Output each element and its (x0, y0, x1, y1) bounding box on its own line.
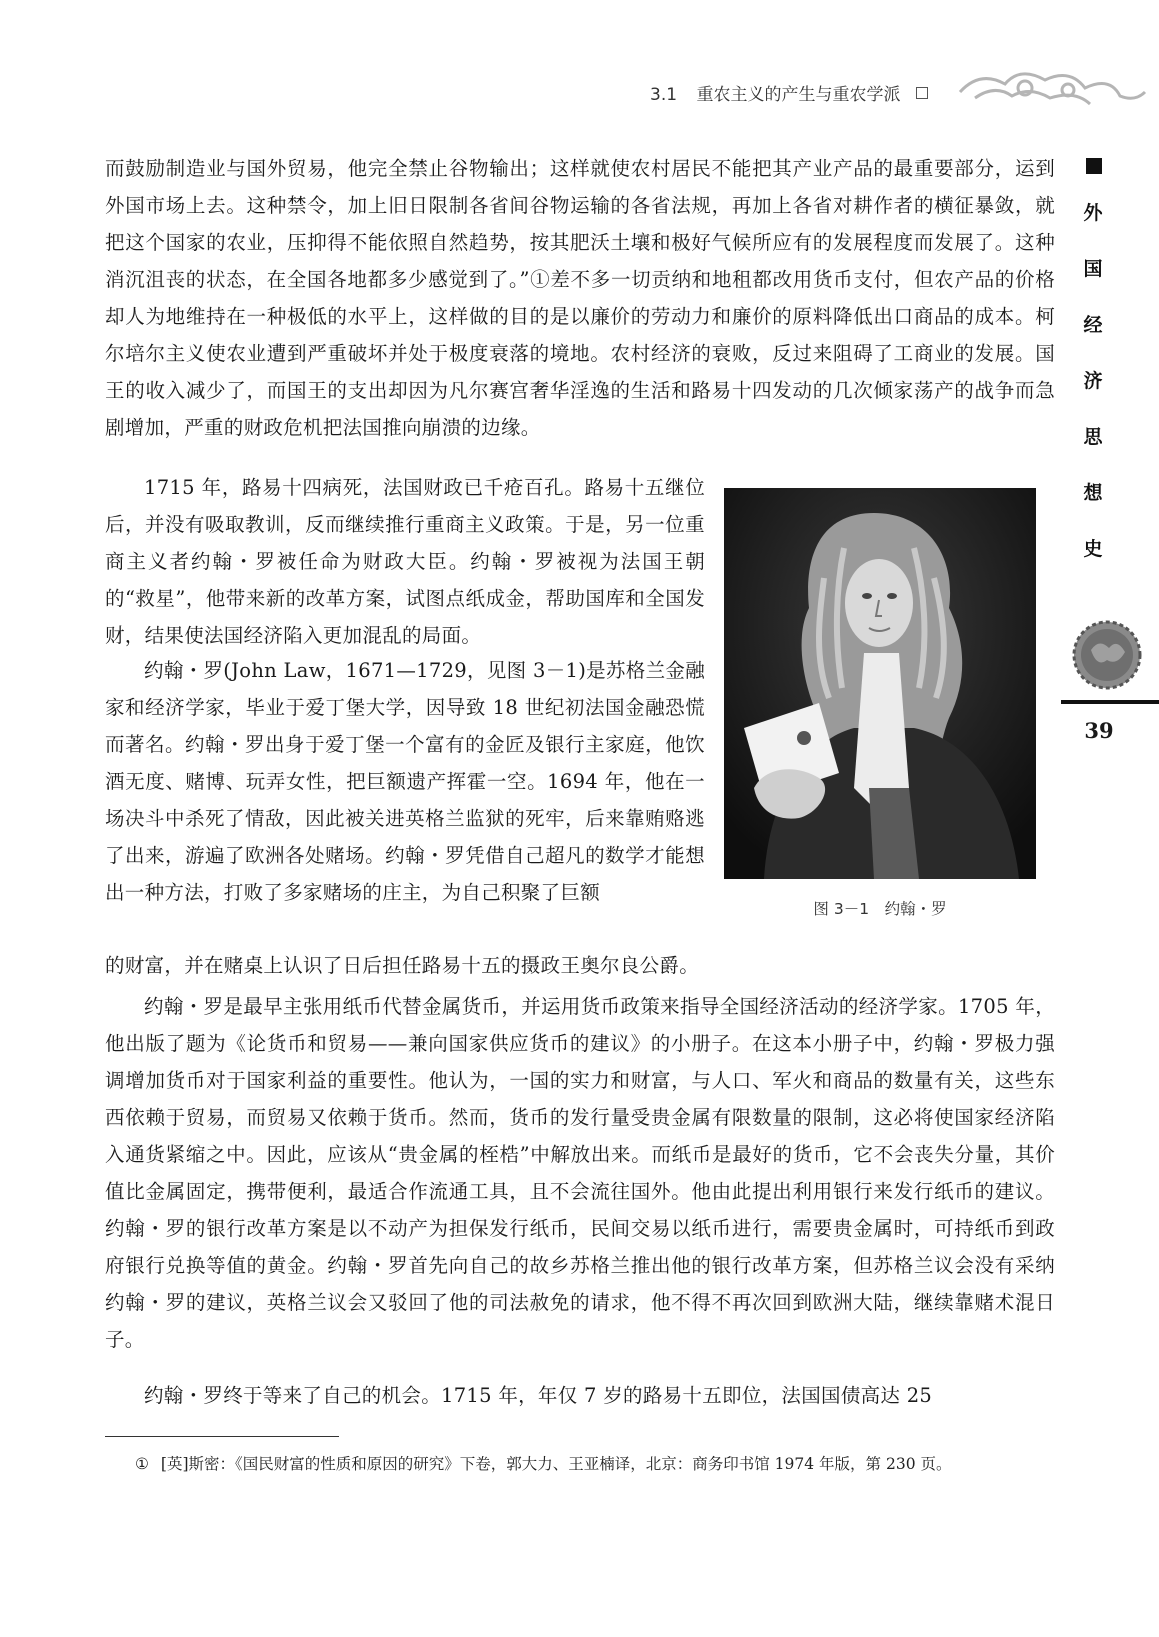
book-title-char: 史 (1083, 538, 1103, 560)
header-square-icon (916, 87, 928, 99)
footnote-text: [英]斯密：《国民财富的性质和原因的研究》下卷，郭大力、王亚楠译，北京：商务印书馆 1974 年版，第 230 页。 (160, 1455, 952, 1473)
running-header (650, 80, 928, 114)
medallion-icon (1057, 620, 1157, 690)
page-number: 39 (1084, 718, 1114, 743)
side-square-icon (1086, 158, 1102, 174)
book-title-char: 想 (1083, 482, 1103, 504)
section-title: 重农主义的产生与重农学派 (696, 85, 901, 105)
portrait-image (724, 488, 1036, 879)
paragraph-5: 约翰・罗终于等来了自己的机会。1715 年，年仅 7 岁的路易十五即位，法国国债高达 25 (144, 1384, 933, 1407)
book-title-char: 济 (1083, 370, 1103, 392)
footnote-marker: ① (135, 1455, 149, 1473)
paragraph-3: 约翰・罗(John Law，1671—1729，见图 3－1)是苏格兰金融家和经济学家，毕业于爱丁堡大学，因导致 18 世纪初法国金融恐慌而著名。约翰・罗出身于爱丁堡一个富有的金匠及银行主家庭，他饮酒无度、赌博、玩弄女性，把巨额遗产挥霍一空。1694 年，他在一场决斗中杀死了情敌，因此被关进英格兰监狱的死牢，后来靠贿赂逃了出来，游遍了欧洲各处赌场。约翰・罗凭借自己超凡的数学才能想出一种方法，打败了多家赌场的庄主，为自己积聚了巨额 (105, 659, 705, 904)
section-number: 3.1 (650, 85, 678, 105)
book-title-char: 外 (1083, 202, 1103, 224)
paragraph-3-continued: 的财富，并在赌桌上认识了日后担任路易十五的摄政王奥尔良公爵。 (105, 954, 700, 977)
cloud-ornament-icon (950, 62, 1150, 122)
book-title-char: 国 (1083, 258, 1103, 280)
book-title-char: 经 (1083, 314, 1103, 336)
book-title-vertical (1077, 198, 1109, 590)
portrait-illustration (724, 488, 1036, 879)
paragraph-2: 1715 年，路易十四病死，法国财政已千疮百孔。路易十五继位后，并没有吸取教训，反而继续推行重商主义政策。于是，另一位重商主义者约翰・罗被任命为财政大臣。约翰・罗被视为法国王朝的“救星”，他带来新的改革方案，试图点纸成金，帮助国库和全国发财，结果使法国经济陷入更加混乱的局面。 (105, 476, 705, 647)
paragraph-4: 约翰・罗是最早主张用纸币代替金属货币，并运用货币政策来指导全国经济活动的经济学家。1705 年，他出版了题为《论货币和贸易——兼向国家供应货币的建议》的小册子。在这本小册子中，约翰・罗极力强调增加货币对于国家利益的重要性。他认为，一国的实力和财富，与人口、军火和商品的数量有关，这些东西依赖于贸易，而贸易又依赖于货币。然而，货币的发行量受贵金属有限数量的限制，这必将使国家经济陷入通货紧缩之中。因此，应该从“贵金属的桎梏”中解放出来。而纸币是最好的货币，它不会丧失分量，其价值比金属固定，携带便利，最适合作流通工具，且不会流往国外。他由此提出利用银行来发行纸币的建议。约翰・罗的银行改革方案是以不动产为担保发行纸币，民间交易以纸币进行，需要贵金属时，可持纸币到政府银行兑换等值的黄金。约翰・罗首先向自己的故乡苏格兰推出他的银行改革方案，但苏格兰议会没有采纳约翰・罗的建议，英格兰议会又驳回了他的司法赦免的请求，他不得不再次回到欧洲大陆，继续靠赌术混日子。 (105, 995, 1055, 1351)
footnote-rule (105, 1436, 339, 1437)
footnote (105, 1453, 1065, 1475)
figure-caption: 图 3－1 约翰・罗 (813, 900, 947, 918)
paragraph-1: 而鼓励制造业与国外贸易，他完全禁止谷物输出；这样就使农村居民不能把其产业产品的最重要部分，运到外国市场上去。这种禁令，加上旧日限制各省间谷物运输的各省法规，再加上各省对耕作者的横征暴敛，就把这个国家的农业，压抑得不能依照自然趋势，按其肥沃土壤和极好气候所应有的发展程度而发展了。这种消沉沮丧的状态，在全国各地都多少感觉到了。”①差不多一切贡纳和地租都改用货币支付，但农产品的价格却人为地维持在一种极低的水平上，这样做的目的是以廉价的劳动力和廉价的原料降低出口商品的成本。柯尔培尔主义使农业遭到严重破坏并处于极度衰落的境地。农村经济的衰败，反过来阻碍了工商业的发展。国王的收入减少了，而国王的支出却因为凡尔赛宫奢华淫逸的生活和路易十四发动的几次倾家荡产的战争而急剧增加，严重的财政危机把法国推向崩溃的边缘。 (105, 157, 1055, 439)
side-rule (1061, 700, 1159, 704)
book-title-char: 思 (1083, 426, 1103, 448)
